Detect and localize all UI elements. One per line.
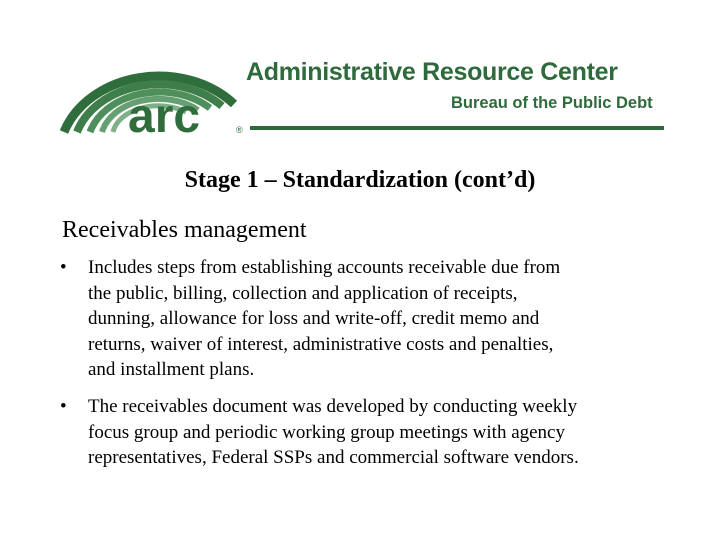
arc-wordmark: arc	[128, 90, 201, 138]
bullet-line: returns, waiver of interest, administrative costs and penalties,	[88, 333, 554, 355]
bullet-line: and installment plans.	[88, 359, 255, 380]
section-heading: Receivables management	[62, 217, 307, 243]
bullet-text	[88, 394, 688, 471]
bullet-dot: •	[60, 257, 67, 278]
organization-subtitle: Bureau of the Public Debt	[451, 94, 653, 112]
bullet-dot: •	[60, 396, 67, 417]
registered-mark: ®	[236, 125, 243, 135]
slide-title: Stage 1 – Standardization (cont’d)	[184, 167, 536, 193]
organization-name: Administrative Resource Center	[246, 58, 618, 86]
bullet-line: The receivables document was developed by conducting weekly	[88, 396, 578, 417]
bullet-line: dunning, allowance for loss and write-off, credit memo and	[88, 308, 540, 329]
bullet-item	[60, 255, 680, 385]
bullet-line: Includes steps from establishing accounts receivable due from	[88, 257, 561, 278]
arc-logo	[50, 52, 250, 138]
bullet-line: representatives, Federal SSPs and commercial software vendors.	[88, 447, 579, 468]
bullet-item	[60, 394, 680, 474]
bullet-text	[88, 255, 688, 383]
header-rule	[250, 126, 664, 130]
bullet-line: focus group and periodic working group meetings with agency	[88, 421, 565, 443]
bullet-line: the public, billing, collection and application of receipts,	[88, 282, 518, 304]
